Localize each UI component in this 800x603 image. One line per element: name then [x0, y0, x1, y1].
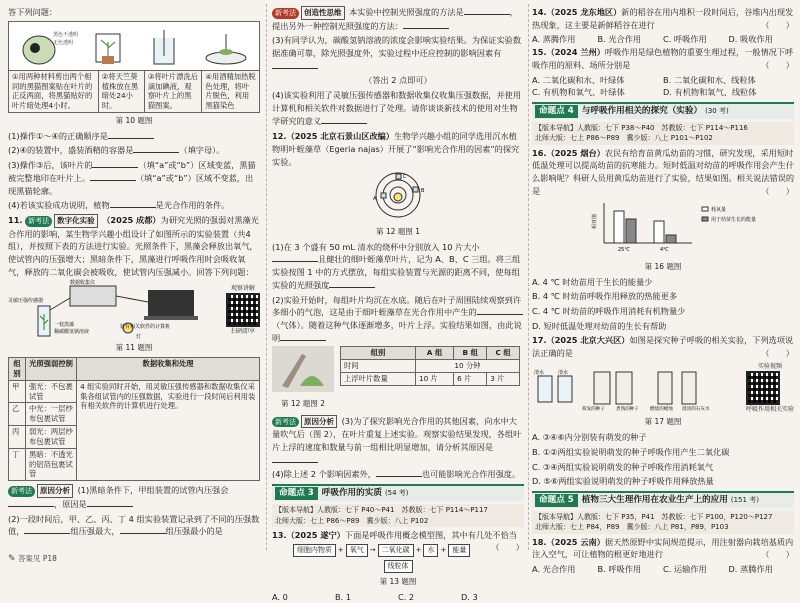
answer-blank[interactable] — [8, 498, 54, 507]
section-5-header: 命题点 5 植物三大生理作用在农业生产上的应用 (151 考) — [532, 491, 794, 508]
label-water-1: 清水 — [534, 370, 545, 377]
option-b[interactable]: B. ①②两组实验说明萌发的种子呼吸作用产生二氧化碳 — [532, 446, 730, 457]
label-clear: 无色透明 — [53, 39, 74, 46]
column-middle — [272, 6, 524, 602]
figure-11-apparatus — [8, 280, 208, 340]
group-b-marker: B — [421, 188, 425, 195]
q17-options — [532, 431, 794, 488]
table-11: 组别 光照强弱控制 数据收集和处理 甲 强光：不包裹试管 4 组实验同时开始，用灵敏压强传感器和数据收集仪采集各组试管内的压强数据，实验进行一段时间后利用装有相关软件的计算机进行处理。 乙 中光：一层纱布包裹试管 丙 弱光：两层纱布包裹试管 丁 黑暗：不透光的铝箔包裹试管 — [8, 357, 260, 481]
q12-3: 新考法 原因分析 (3)为了探究影响光合作用的其他因素，向水中大量吹气后（图 2），在叶片重复上述实验。观察实验结果发现，各组叶片上浮的速度和数量与前一组相比明显增加，请分析其原因是 — [272, 415, 524, 467]
answer-blank[interactable] — [376, 468, 422, 477]
chart-16-tick-4c: 4℃ — [660, 247, 669, 254]
option-a[interactable]: A. ③④⑥内分别装有萌发的种子 — [532, 432, 647, 443]
answer-blank[interactable] — [108, 130, 154, 139]
option-a[interactable]: A. 二氧化碳和水、叶绿体 — [532, 74, 625, 85]
option-b[interactable]: B. 光合作用 — [597, 34, 642, 45]
q11-4: (4)该实验利用了灵敏压强传感器和数据收集仪收集压强数据，并使用计算机和相关软件对数据进行了处理。请你谈谈新技术的使用对生物学研究的意义 — [272, 90, 522, 126]
option-b[interactable]: B. 4 ℃ 时幼苗呼吸作用释放的热能更多 — [532, 291, 678, 302]
option-b[interactable]: B. 呼吸作用 — [597, 563, 642, 574]
answer-blank[interactable] — [90, 172, 136, 181]
q11-3-note: （答出 2 点即可） — [364, 75, 432, 86]
figure-12-1-caption: 第 12 题图 1 — [376, 227, 420, 237]
answer-blank[interactable] — [24, 525, 70, 534]
respiration-concept-model: 细胞内物质 + 氧气 → 二氧化碳 + 水 + 能量 — [272, 544, 491, 557]
label-water-2: 清水 — [558, 370, 569, 377]
legend-growth: 用于幼苗生长的能量 — [711, 217, 757, 224]
figure-17 — [532, 362, 794, 415]
plant-pot-illustration — [88, 26, 128, 70]
label-lamp: 灯 — [136, 334, 142, 341]
label-limewater: 澄清的石灰水 — [682, 407, 710, 413]
q15-options — [532, 74, 794, 99]
q11: 11. 新考法 数字化实验 （2025 成都）为研究光照的强弱对黑藻光合作用的影响，某生物学兴趣小组设计了如图所示的实验装置（共4组），并按照下表的方法进行实验。光照条件下，黑藻会释放出氧气，使试管内的压强增大；黑暗条件下，黑藻进行呼吸作用时会吸收氧气，释放的二氧化碳会被吸收，使试管内压强减小。回答下列问题： — [8, 214, 259, 277]
label-candle: 燃烧的蜡烛 — [650, 407, 673, 413]
q11-continued: 新考法 创造性思维 本实验中控制光照强度的方法是 ，提出另外一种控制光照强度的方法： — [272, 7, 518, 31]
fig10-cell-2: ②将天竺葵植株放在黑暗处24小时。 — [98, 70, 144, 112]
q18: 18.（2025 云南）据天然原野中实间规范提示，用注射器向栽培基质内注入空气，可让植物的根更好地进行 （ ） — [532, 536, 794, 560]
q12: 12.（2025 北京石景山区改编）生物学兴趣小组的同学选用沉水植物明叶蛭藻草（Egeria najas）开展了“影响光合作用的因素”的探究实验。 — [272, 131, 520, 167]
answer-blank[interactable] — [272, 60, 318, 69]
answer-blank[interactable] — [464, 6, 510, 15]
q12-4: (4)除上述 2 个影响因素外， 也可能影响光合作用强度。 — [272, 469, 521, 480]
label-computer: 装有相关软件的计算机 — [120, 324, 171, 331]
q15: 15.（2024 兰州）呼吸作用是绿色植物的重要生理过程，一般情况下呼吸作用的原料、场所分别是 （ ） — [532, 47, 794, 70]
option-c[interactable]: C. 2 — [398, 591, 415, 602]
group-c-marker: C — [403, 174, 407, 181]
answer-blank[interactable] — [87, 498, 133, 507]
fig10-cell-1: ①用两种材料剪出两个相同的黑猫图案贴在叶片的正反两面，将黑猫贴好的叶片暗处理4小时。 — [9, 70, 99, 112]
label-sensor: 灵敏压强传感器 — [8, 298, 44, 305]
cat-leaf-illustration — [17, 26, 79, 70]
q11-1: 新考法 原因分析 (1)黑暗条件下，甲组装置的试管内压强会，原因是 — [8, 484, 260, 510]
answer-blank[interactable] — [272, 253, 318, 262]
label-solution: 稀碳酸氢钠溶液 — [54, 329, 90, 336]
option-d[interactable]: D. 3 — [461, 591, 478, 602]
answer-page-ref: 答案见 P18 — [17, 554, 57, 563]
group-a-marker: A — [373, 196, 377, 203]
option-a[interactable]: A. 光合作用 — [532, 563, 576, 574]
q16: 16.（2025 烟台）农民有给育苗黄瓜幼苗的习惯，研究发现，采用短时低温处理可以提高幼苗的抗寒能力。短时低温对幼苗的呼吸作用会产生什么影响呢？科研人员用黄瓜幼苗进行了实验，结果如图。相关说法错误的是 （ ） — [532, 147, 795, 196]
column-divider — [266, 4, 267, 550]
table-row: 乙 中光：一层纱布包裹试管 — [9, 403, 260, 426]
chart-16-ylabel: 相对值 — [592, 214, 598, 230]
q14: 14.（2025 龙东地区）新的稻谷在用内堆积一段时间后，谷堆内出现发热现象，这主要是新鲜稻谷在进行 （ ） — [532, 7, 794, 30]
option-c[interactable]: C. 呼吸作用 — [663, 34, 707, 45]
q10-2: (2)④的装置中，盛装酒精的容器是 （填字母）。 — [8, 145, 225, 156]
answer-blank[interactable] — [133, 144, 179, 153]
dish-illustration — [201, 26, 251, 70]
option-b[interactable]: B. 二氧化碳和水、线粒体 — [663, 74, 756, 85]
table-row: 甲 强光：不包裹试管 4 组实验同时开始，用灵敏压强传感器和数据收集仪采集各组试管内的压强数据，实验进行一段时间后利用装有相关软件的计算机进行处理。 — [9, 380, 260, 403]
blowing-air-photo — [272, 346, 334, 392]
table-12: 组别 A 组 B 组 C 组 时间 10 分钟 上浮叶片数量 10 片 6 片 3 片 — [340, 346, 520, 386]
legend-oxygen: 耗氧量 — [711, 207, 727, 214]
qr-code-block[interactable]: 观察讲解 扫码即享 — [226, 284, 260, 337]
column-right — [532, 6, 795, 574]
bar-growth-4c — [666, 235, 676, 243]
bar-growth-25c — [626, 219, 636, 243]
figure-11 — [8, 280, 260, 340]
option-d[interactable]: D. ⑤⑥两组实验说明萌发的种子呼吸作用释放热量 — [532, 476, 714, 487]
figure-17-caption: 第 17 题图 — [644, 417, 682, 427]
section-3-edition-nav: 【版本导航】人教版：七下 P40～P41 苏教版：七下 P114～P117 北师大版：七上 P86～P89 冀少版：八上 P102 — [272, 504, 524, 526]
figure-12-2-and-table — [272, 346, 524, 412]
figure-11-caption: 第 11 题图 — [115, 343, 153, 353]
q13-options — [272, 591, 524, 603]
q18-options — [532, 563, 794, 576]
option-d[interactable]: D. 吸收作用 — [728, 34, 773, 45]
option-c[interactable]: C. 有机物和氧气、叶绿体 — [532, 87, 625, 98]
answer-blank[interactable] — [321, 115, 367, 124]
figure-12-2: 第 12 题图 2 — [272, 346, 334, 412]
section-5-edition-nav: 【版本导航】人教版：七下 P35，P41 苏教版：七下 P100，P120～P127 北师大版：七上 P84，P89 冀少版：八上 P81，P89，P103 — [532, 511, 794, 533]
column-left — [8, 6, 260, 550]
table-row: 丁 黑暗：不透光的铝箔包裹试管 — [9, 448, 260, 481]
figure-10-illustrations — [8, 21, 260, 70]
section-4-header: 命题点 4 与呼吸作用相关的探究（实验） (30 考) — [532, 102, 794, 119]
q11-2: (2)一段时间后，甲、乙、丙、丁 4 组实验装置记录到了不同的压强数值， 组压强最大， 组压强最小的是 — [8, 513, 260, 537]
q10-4: (4)若该实验成功说明，植物 是光合作用的条件。 — [8, 200, 230, 211]
option-d[interactable]: D. 蒸腾作用 — [728, 563, 773, 574]
option-d[interactable]: D. 有机物和氧气、线粒体 — [663, 87, 757, 98]
figure-12-1-light-setup — [272, 170, 524, 220]
bar-oxygen-25c — [614, 211, 624, 243]
q14-options — [532, 33, 794, 46]
pencil-icon: ✎ — [8, 554, 16, 564]
label-black: 黑色不透明 — [53, 31, 79, 38]
qr-code[interactable] — [226, 293, 260, 327]
option-c[interactable]: C. ③④两组实验说明萌发的种子呼吸作用消耗氧气 — [532, 461, 714, 472]
option-a[interactable]: A. 蒸腾作用 — [532, 34, 576, 45]
q13: 13.（2025 遂宁）下面是呼吸作用概念模型图，其中有几处不恰当 （ ） — [272, 529, 524, 553]
respiration-site: 线粒体 — [272, 560, 524, 573]
page-footer — [8, 553, 57, 564]
figure-16-bar-chart — [532, 199, 794, 255]
table-row: 上浮叶片数量 10 片 6 片 3 片 — [341, 373, 520, 386]
table-row: 时间 10 分钟 — [341, 360, 520, 373]
option-a[interactable]: A. 4 ℃ 时幼苗用于生长的能量少 — [532, 276, 653, 287]
q12-2: (2)实验开始时，每组叶片均沉在水底。随后在叶子周围陆续观察到许多细小的气泡，这是由于细叶蛭藻草在光合作用中产生的（气体）。随着这种气体逐渐增多，叶片上浮。实验结果如图，由此说明 — [272, 294, 522, 343]
figure-16-caption: 第 16 题图 — [644, 262, 682, 272]
label-data-collector: 数据收集仪 — [70, 280, 96, 287]
answer-blank[interactable] — [120, 525, 166, 534]
intro-text: 答下列问题： — [8, 7, 58, 17]
table-row: 丙 弱光：两层纱布包裹试管 — [9, 426, 260, 449]
q10-3: (3)操作③后，该叶片的 （填“a”或“b”）区域变蓝，黑猫被完整地印在叶片上。 （填“a”或“b”）区域不变蓝，出现黑猫轮廓。 — [8, 160, 256, 196]
option-c[interactable]: C. 运输作用 — [663, 563, 707, 574]
answer-blank[interactable] — [280, 332, 326, 341]
option-a[interactable]: A. 0 — [272, 591, 288, 602]
answer-blank[interactable] — [403, 20, 449, 29]
qr-code-block-17[interactable]: 实验视频 呼吸作用相关实验 — [745, 362, 794, 414]
chart-16-tick-25c: 25℃ — [618, 247, 630, 254]
section-3-header: 命题点 3 呼吸作用的实质 (54 考) — [272, 484, 524, 501]
new-method-tag: 新考法 — [25, 216, 52, 227]
label-blackweed: 一枝黑藻 — [54, 322, 75, 329]
figure-13-caption: 第 13 题图 — [379, 577, 417, 587]
bar-oxygen-4c — [654, 221, 664, 243]
fig10-cell-3: ③将叶片漂洗后滴加碘液，观察叶片上的黑猫图案。 — [144, 70, 202, 112]
answer-blank[interactable] — [92, 159, 138, 168]
fig10-cell-4: ④用酒精加热脱色处理，将叶片脱色，利用黑猫染色 — [202, 70, 260, 112]
q12-1: (1)在 3 个盛有 50 mL 清水的烧杯中分别放入 10 片大小且健壮的细叶蛭藻草叶片，记为 A、B、C 三组。将三组实验按图 1 中的方式摆放，每组实验装置与光源的距离不同，使每组实验的光照强度 — [272, 241, 521, 290]
label-cooked: 煮熟的种子 — [616, 407, 639, 413]
figure-10-caption: 第 10 题图 — [115, 116, 153, 126]
option-b[interactable]: B. 1 — [335, 591, 352, 602]
answer-blank[interactable] — [329, 279, 375, 288]
option-d[interactable]: D. 短时低温处理对幼苗的生长有帮助 — [532, 320, 667, 331]
answer-blank[interactable] — [110, 199, 156, 208]
figure-10-table — [8, 70, 260, 113]
q10-1: (1)操作①～④的正确顺序是 — [8, 130, 260, 143]
qr-code[interactable] — [746, 371, 780, 405]
figure-17-apparatus — [532, 366, 732, 413]
q17: 17.（2025 北京大兴区）如图是探究种子呼吸的相关实验，下列选项说法正确的是 （ ） — [532, 335, 794, 359]
beaker-illustration — [144, 26, 184, 70]
q11-3: (3)有同学认为，碳酸氢钠溶液的浓度会影响实验结果。为保证实验数据准确可靠，除光照强度外，实验过程中还应控制的影响因素有 — [272, 34, 524, 72]
option-c[interactable]: C. 4 ℃ 时幼苗的呼吸作用消耗有机物量少 — [532, 306, 686, 317]
label-germinating: 萌发的种子 — [582, 407, 605, 413]
column-divider — [528, 4, 529, 550]
answer-blank[interactable] — [477, 306, 523, 315]
section-4-edition-nav: 【版本导航】人教版：七下 P38～P40 苏教版：七下 P114～P116 北师大版：七上 P86～P89 冀少版：八上 P101～P102 — [532, 122, 794, 144]
q16-options — [532, 276, 794, 333]
answer-blank[interactable] — [272, 454, 318, 463]
